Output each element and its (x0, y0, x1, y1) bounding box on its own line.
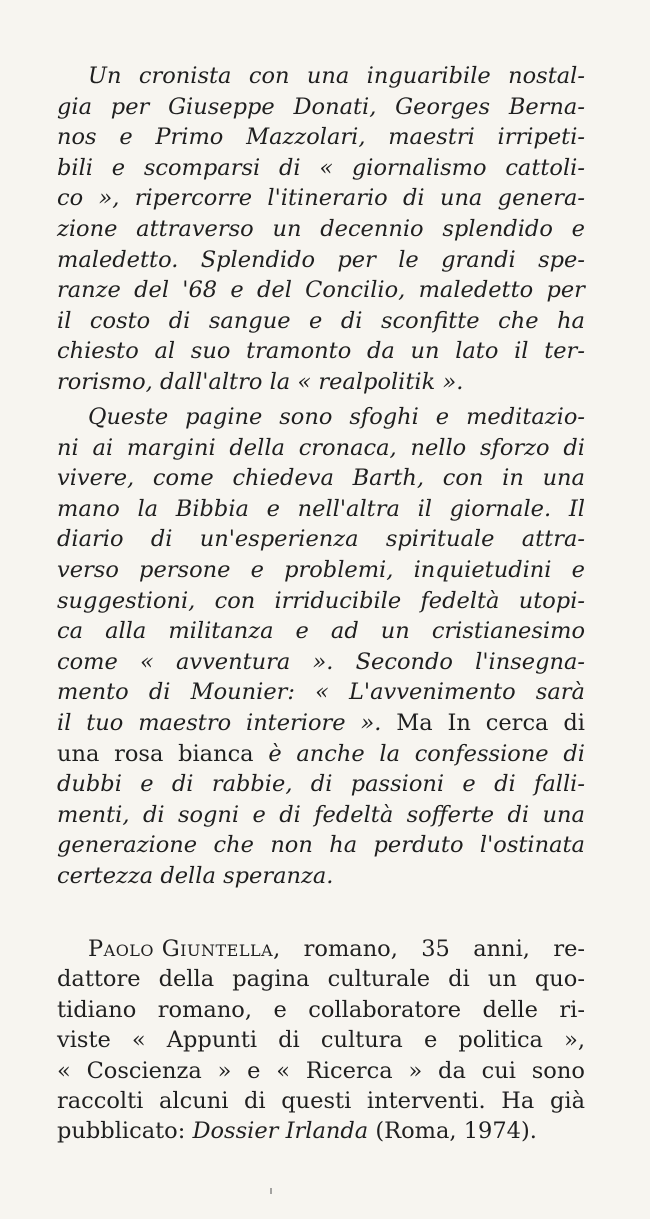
word: in (502, 465, 524, 492)
word: e (250, 557, 264, 583)
blurb-paragraph-2-line (57, 770, 585, 798)
word: utopi- (518, 587, 585, 614)
word: pagine (185, 404, 263, 430)
blurb-paragraph-1-line (57, 93, 585, 121)
word: passioni (350, 771, 445, 798)
blurb-paragraph-2-line (57, 525, 585, 553)
word: le (398, 246, 419, 273)
word: da (438, 1057, 466, 1084)
word: realpolitik (318, 369, 436, 395)
word: sarà (535, 679, 585, 706)
word: Il (568, 495, 585, 522)
word: pubblicato: (57, 1118, 186, 1145)
word: della (229, 434, 285, 461)
word: ha (329, 832, 358, 859)
word: irriducibile (274, 587, 402, 614)
word: alla (105, 618, 147, 645)
word: '68 (182, 277, 218, 304)
word: maestri (388, 124, 475, 151)
word: ». (360, 710, 382, 736)
word: una (57, 740, 100, 767)
word: genera- (497, 185, 585, 212)
word: tramonto (246, 338, 352, 365)
word: L'avvenimento (348, 679, 516, 706)
word: ni (57, 434, 79, 461)
word: che (213, 832, 254, 859)
word: sogni (177, 801, 240, 828)
word: nello (410, 434, 467, 461)
word: nostal- (508, 63, 585, 89)
author-bio-line (57, 996, 585, 1024)
word: irripeti- (497, 124, 585, 151)
blurb-paragraph-1-line (57, 337, 585, 365)
word: una (306, 63, 350, 89)
word: di (563, 434, 585, 461)
word: e (462, 771, 476, 798)
blurb-paragraph-2-line (57, 495, 585, 523)
word: mano (57, 495, 120, 522)
word: « (315, 679, 329, 706)
word: chiedeva (232, 465, 334, 492)
word: Berna- (508, 93, 585, 120)
word: cultura (320, 1027, 403, 1054)
blurb-paragraph-2-line (57, 709, 585, 737)
word: di (340, 307, 363, 334)
word: di (142, 801, 165, 828)
blurb-paragraph-1-line (57, 215, 585, 243)
word: cronaca, (298, 434, 397, 461)
word: collaboratore (308, 996, 462, 1023)
word: di (448, 966, 470, 993)
word: suo (190, 338, 231, 365)
word: il (57, 710, 72, 736)
word: la (137, 495, 159, 522)
blurb-paragraph-1-line (57, 123, 585, 151)
word: maledetto (418, 277, 534, 304)
word: cristianesimo (431, 618, 585, 645)
author-bio-line (57, 1057, 585, 1085)
blurb-paragraph-2-line (57, 648, 585, 676)
word: « (319, 154, 334, 181)
word: Donati, (293, 93, 377, 120)
word: dubbi (57, 771, 122, 798)
word: al (154, 338, 176, 365)
word: « (140, 648, 154, 675)
word: ». (312, 648, 334, 675)
word: e (266, 495, 280, 522)
word: con (214, 587, 256, 614)
word: un'esperienza (199, 526, 359, 553)
word: di (278, 1027, 300, 1054)
blurb-paragraph-2-line (57, 556, 585, 584)
word: perduto (373, 832, 464, 859)
word: meditazio- (466, 404, 585, 430)
word: Coscienza (86, 1057, 202, 1084)
word: e (423, 1027, 438, 1054)
word: « (297, 369, 312, 395)
word: spe- (538, 246, 585, 273)
word: un (487, 966, 517, 993)
word: anni, (473, 936, 530, 962)
word: Primo (155, 124, 224, 151)
word: nos (57, 124, 97, 151)
word: di (278, 154, 301, 181)
word: re- (553, 936, 585, 962)
blurb-paragraph-2-line (57, 464, 585, 492)
word: diario (57, 526, 124, 553)
blurb-paragraph-1-line (57, 246, 585, 274)
blurb-paragraph-2-line (57, 740, 585, 768)
word: di (563, 740, 585, 767)
word: dall'altro (160, 369, 263, 395)
word: di (494, 771, 516, 798)
word: « (57, 1057, 71, 1084)
word: per (337, 246, 376, 273)
word: pagina (232, 966, 310, 993)
author-bio-line (57, 1026, 585, 1054)
word: zione (57, 216, 118, 242)
word: raccolti (57, 1088, 144, 1114)
blurb-paragraph-1-line (57, 307, 585, 335)
word: quo- (534, 966, 585, 993)
word: falli- (534, 771, 585, 798)
blurb-paragraph-2-line (57, 801, 585, 829)
word: è (268, 740, 282, 767)
word: Mounier: (190, 679, 295, 706)
word: giornalismo (351, 154, 487, 181)
word: non (270, 832, 313, 859)
word: margini (126, 434, 216, 461)
word: attraverso (136, 216, 254, 242)
word: co (57, 185, 84, 212)
word: rosa (114, 740, 164, 767)
blurb-paragraph-2-line (57, 831, 585, 859)
word: di (168, 307, 191, 334)
word: » (217, 1057, 232, 1084)
word: un (410, 338, 440, 365)
word: ca (57, 618, 84, 645)
word: Barth, (352, 465, 425, 492)
word: fedeltà (314, 801, 394, 828)
word: » (408, 1057, 423, 1084)
word: il (514, 338, 529, 365)
word: l'ostinata (479, 832, 585, 859)
word: ri- (559, 996, 585, 1023)
word: e (273, 996, 287, 1023)
word: ». (442, 369, 464, 395)
word: Un (88, 63, 122, 89)
word: Dossier (192, 1118, 279, 1145)
word: con (248, 63, 290, 89)
author-name: Paolo Giuntella (88, 936, 274, 962)
word: speranza. (223, 863, 334, 889)
word: persone (139, 557, 231, 583)
word: sforzo (479, 434, 550, 461)
word: maledetto. (57, 246, 179, 273)
word: e (571, 557, 585, 583)
word: nell'altra (297, 495, 400, 522)
word: ripercorre (134, 185, 253, 212)
word: giornale. (449, 495, 552, 522)
word: politica (458, 1027, 543, 1054)
word: decennio (320, 216, 424, 242)
word: « (276, 1057, 291, 1084)
word: e (119, 124, 133, 151)
word: e (230, 277, 244, 304)
word: inquietudini (413, 557, 552, 583)
author-bio-line (57, 1087, 585, 1115)
word: cronista (138, 63, 232, 89)
word: maestro (138, 710, 232, 736)
word: con (442, 465, 484, 492)
word: fedeltà (420, 587, 500, 614)
word: grandi (441, 246, 516, 273)
word: vivere, (57, 465, 135, 492)
blurb-paragraph-1-line (88, 62, 585, 90)
word: mento (57, 679, 129, 706)
word: e (435, 404, 450, 430)
word: la (269, 369, 291, 395)
word: rorismo, (57, 369, 153, 395)
word: gia (57, 93, 93, 120)
word: rabbie, (211, 771, 293, 798)
word: problemi, (284, 557, 394, 583)
word: delle (482, 996, 538, 1023)
word: del (134, 277, 170, 304)
word: (Roma, (375, 1118, 457, 1145)
word: generazione (57, 832, 198, 859)
blurb-paragraph-1-line (57, 276, 585, 304)
word: e (140, 771, 154, 798)
blurb-paragraph-2-line (88, 403, 585, 431)
word: chiesto (57, 338, 139, 365)
word: ai (92, 434, 114, 461)
blurb-paragraph-2-line (57, 617, 585, 645)
word: un (272, 216, 302, 242)
word: Ha (501, 1088, 535, 1114)
word: l'insegna- (475, 648, 585, 675)
word: costo (89, 307, 151, 334)
word: della (158, 966, 215, 993)
blurb-paragraph-2-line (57, 678, 585, 706)
word: di (171, 771, 194, 798)
word: Ma (396, 710, 433, 736)
word: per (110, 93, 150, 120)
word: per (546, 277, 585, 304)
word: come (57, 648, 118, 675)
word: del (256, 277, 292, 304)
author-bio-line (88, 935, 585, 963)
word: inguaribile (366, 63, 491, 89)
word: », (564, 1027, 585, 1054)
word: splendido (442, 216, 553, 242)
word: ranze (57, 277, 121, 304)
word: di (507, 801, 530, 828)
word: spirituale (385, 526, 495, 553)
word: viste (57, 1027, 111, 1054)
word: la (379, 740, 400, 767)
word: cui (481, 1057, 516, 1084)
word: attra- (521, 526, 585, 553)
word: avventura (175, 648, 291, 675)
word: di (310, 771, 333, 798)
word: 1974). (463, 1118, 537, 1145)
blurb-paragraph-1-line (57, 184, 585, 212)
word: », (98, 185, 120, 212)
word: 35 (421, 936, 450, 962)
word: Mazzolari, (246, 124, 366, 151)
word: tidiano (57, 996, 137, 1023)
word: di (148, 679, 171, 706)
word: sangue (208, 307, 291, 334)
word: Secondo (355, 648, 453, 675)
word: una (439, 185, 483, 212)
word: e (247, 1057, 261, 1084)
word: ha (557, 307, 585, 334)
blurb-paragraph-2-line (57, 587, 585, 615)
author-bio-line (57, 965, 585, 993)
word: e (252, 801, 266, 828)
word: anche (296, 740, 365, 767)
word: Georges (395, 93, 491, 120)
word: e (295, 618, 309, 645)
word: una (542, 465, 585, 492)
word: della (160, 863, 216, 889)
word: cerca (485, 710, 549, 736)
word: militanza (168, 618, 274, 645)
word: certezza (57, 863, 154, 889)
word: dattore (57, 966, 141, 993)
blurb-paragraph-2-line (57, 434, 585, 462)
word: e (309, 307, 323, 334)
word: scomparsi (143, 154, 261, 181)
word: da (366, 338, 395, 365)
word: romano, (303, 936, 398, 962)
word: Queste (88, 404, 169, 430)
word: sono (531, 1057, 585, 1084)
word: alcuni (159, 1088, 229, 1114)
word: Giuseppe (168, 93, 275, 120)
word: che (498, 307, 539, 334)
word: « (131, 1027, 146, 1054)
word: sofferte (406, 801, 495, 828)
word: ter- (544, 338, 585, 365)
word: di (150, 526, 173, 553)
word: interiore (246, 710, 346, 736)
word: confessione (414, 740, 549, 767)
word: culturale (327, 966, 431, 993)
blurb-paragraph-1-line (57, 154, 585, 182)
word: e (571, 216, 585, 242)
word: sconfitte (381, 307, 480, 334)
print-mark (270, 1188, 272, 1194)
word: In (447, 710, 471, 736)
word: lato (455, 338, 499, 365)
word: verso (57, 557, 119, 583)
word: un (380, 618, 410, 645)
word: tuo (86, 710, 124, 736)
word: Paolo Giuntella, (88, 936, 281, 962)
word: di (279, 801, 301, 828)
word: suggestioni, (57, 587, 196, 614)
word: sono (279, 404, 333, 430)
word: l'itinerario (267, 185, 388, 212)
word: il (57, 307, 72, 334)
word: interventi. (366, 1088, 486, 1114)
word: sfoghi (349, 404, 419, 430)
word: bianca (178, 740, 254, 767)
word: menti, (57, 801, 130, 828)
blurb-paragraph-1-line (57, 368, 585, 396)
word: Ricerca (305, 1057, 393, 1084)
word: come (152, 465, 214, 492)
word: bili (57, 154, 93, 181)
word: di (244, 1088, 266, 1114)
word: già (549, 1088, 585, 1114)
word: Appunti (166, 1027, 258, 1054)
word: cattoli- (505, 154, 585, 181)
word: Splendido (200, 246, 316, 273)
word: romano, (157, 996, 253, 1023)
word: Bibbia (175, 495, 249, 522)
word: Irlanda (285, 1118, 369, 1145)
word: il (417, 495, 432, 522)
word: Concilio, (305, 277, 406, 304)
word: di (403, 185, 425, 212)
blurb-paragraph-2-line (57, 862, 585, 890)
word: di (563, 710, 585, 736)
word: questi (281, 1088, 352, 1114)
word: una (542, 801, 585, 828)
word: e (111, 154, 126, 181)
author-bio-line (57, 1117, 585, 1145)
word: ad (330, 618, 359, 645)
